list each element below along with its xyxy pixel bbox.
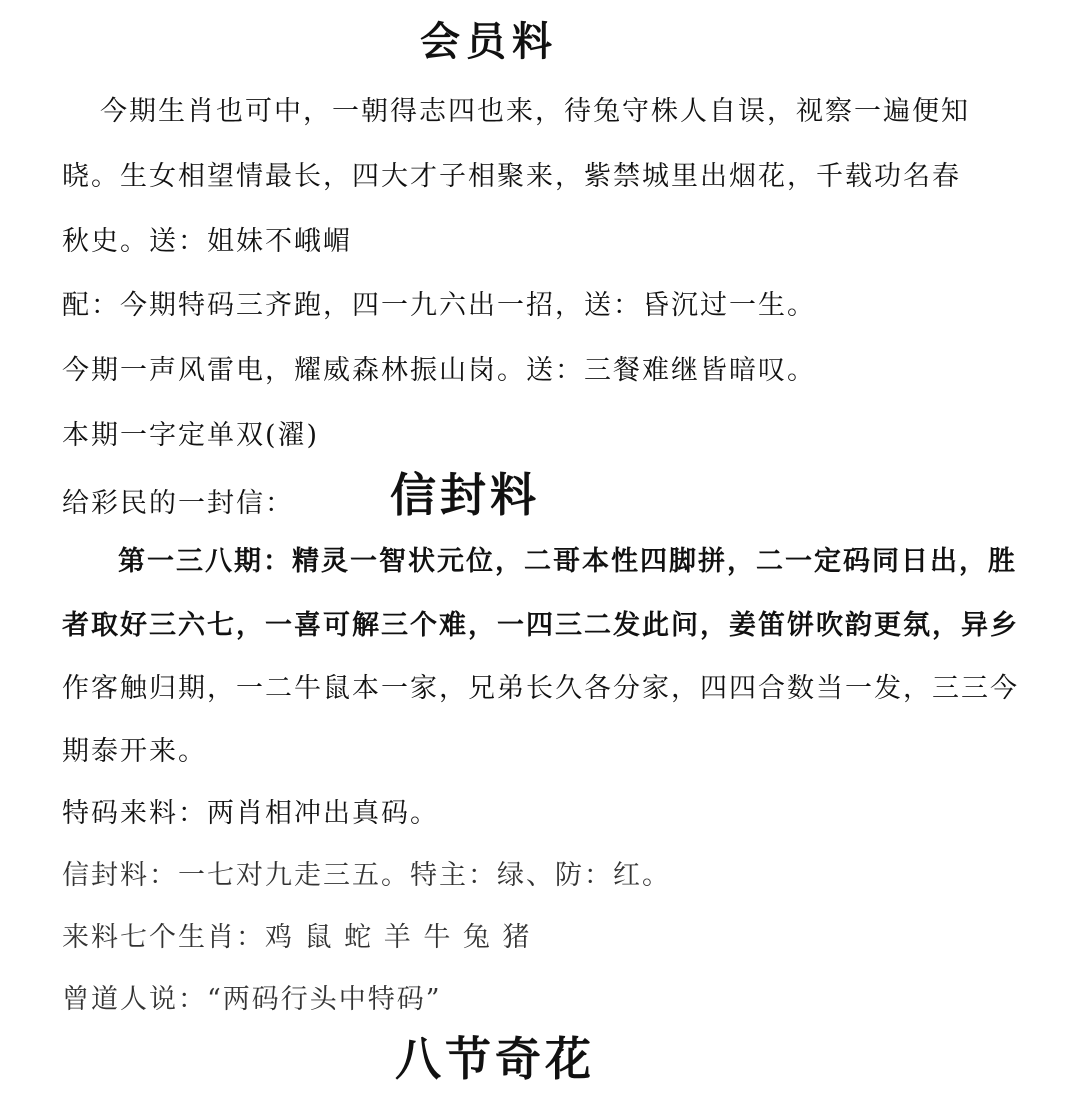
- letter-intro: 给彩民的一封信：: [62, 488, 294, 519]
- envelope-line: 信封料：一七对九走三五。特主：绿、防：红。: [62, 860, 671, 891]
- para1-line3: 秋史。送：姐妹不峨嵋: [62, 226, 352, 257]
- para1-line1: 今期生肖也可中，一朝得志四也来，待兔守株人自误，视察一遍便知: [100, 96, 970, 127]
- letter-line1: 第一三八期：精灵一智状元位，二哥本性四脚拼，二一定码同日出，胜: [118, 546, 1017, 577]
- thunder-line: 今期一声风雷电，耀威森林振山岗。送：三餐难继皆暗叹。: [62, 355, 816, 386]
- title-flower: 八节奇花: [395, 1032, 595, 1086]
- letter-line3: 作客触归期，一二牛鼠本一家，兄弟长久各分家，四四合数当一发，三三今: [62, 673, 1019, 704]
- para1-line2: 晓。生女相望情最长，四大才子相聚来，紫禁城里出烟花，千载功名春: [62, 161, 961, 192]
- saying-line: 曾道人说：“两码行头中特码”: [62, 984, 442, 1015]
- title-member: 会员料: [420, 18, 558, 65]
- single-double-line: 本期一字定单双(濯): [62, 420, 320, 451]
- letter-line4: 期泰开来。: [62, 736, 207, 767]
- special-code-line: 特码来料：两肖相冲出真码。: [62, 798, 439, 829]
- seven-zodiac-line: 来料七个生肖：鸡 鼠 蛇 羊 牛 兔 猪: [62, 922, 532, 953]
- match-line: 配：今期特码三齐跑，四一九六出一招，送：昏沉过一生。: [62, 290, 816, 321]
- letter-line2: 者取好三六七，一喜可解三个难，一四三二发此问，姜笛饼吹韵更氛，异乡: [62, 610, 1019, 641]
- title-letter: 信封料: [390, 468, 540, 522]
